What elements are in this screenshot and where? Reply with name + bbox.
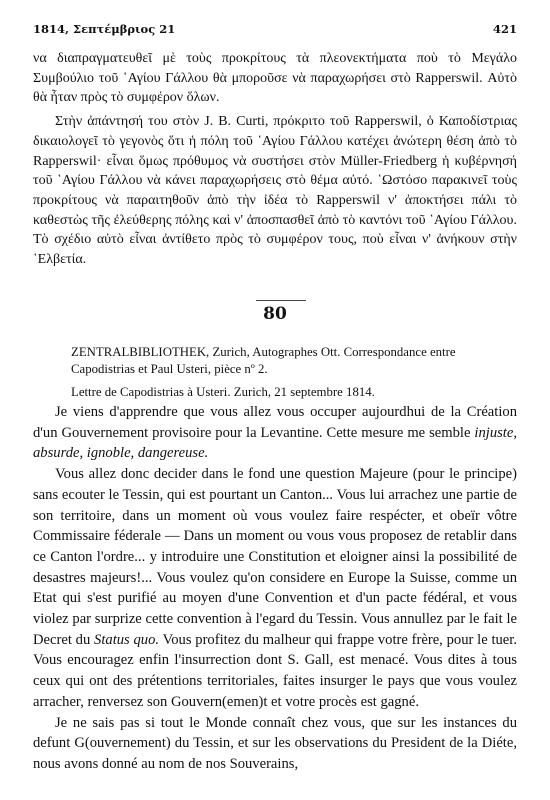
letter-paragraph-2-italic: Status quo. [94, 631, 160, 648]
source-citation [71, 344, 517, 401]
letter-paragraph-1-text: Je viens d'apprendre que vous allez vous occuper aujourdhui de la Création d'un Gouvernement provisoire pour la Levantine. Cette mesure me semble [33, 404, 517, 441]
page-number: 421 [492, 22, 517, 36]
letter-paragraph-1 [33, 402, 517, 464]
document-number: 80 [263, 304, 287, 324]
greek-paragraph-1: να διαπραγματευθεῖ μὲ τοὺς προκρίτους τὰ πλεονεκτήματα ποὺ τὸ Μεγάλο Συμβούλιο τοῦ ῾Αγίου Γάλλου θὰ μποροῦσε νὰ παραχωρήσει στὸ Rapperswil. Αὐτὸ θὰ ἦταν πρὸς τὸ συμφέρον ὅλων. [33, 51, 517, 106]
letter-paragraph-1-italic: injuste, absurde, ignoble, dangereuse. [33, 424, 517, 462]
letter-heading: Lettre de Capodistrias à Usteri. Zurich, 21 septembre 1814. [71, 385, 375, 399]
running-header [33, 22, 517, 38]
section-divider [256, 300, 306, 301]
source-archive-line: ZENTRALBIBLIOTHEK, Zurich, Autographes Ott. Correspondance entre [71, 345, 456, 359]
greek-summary [33, 49, 517, 270]
letter-paragraph-2 [33, 464, 517, 712]
source-archive-line-2: Capodistrias et Paul Usteri, pièce nº 2. [71, 362, 268, 376]
letter-body [33, 402, 517, 775]
letter-paragraph-2-text-end: Vous profitez du malheur qui frappe votre frère, pour le tuer. Vous encouragez enfin l'insurrection dont S. Gall, est menacé. Vous dites à tous ceux qui ont des prétentions territoriales, faites insurger le pays que vous voulez arracher, renversez son Gouvern(emen)t et votre procès est gagné. [33, 631, 517, 710]
letter-paragraph-2-text: Vous allez donc decider dans le fond une question Majeure (pour le principe) sans ecouter le Tessin, qui est pourtant un Canton... Vous lui arrachez une partie de son territoire, dans un moment où vous voulez faire respécter, et obeïr vôtre Commissaire féderale — Dans un moment ou vous vous proposez de retablir dans ce Canton l'ordre... y introduire une Constitution et eloigner ainsi la possibilité de desastres majeurs!... Vous voulez qu'on considere en Europe la Suisse, comme un Etat qui s'est purifié au moyen d'une Convention et d'un pacte fédéral, et vous violez par surprize cette convention à l'egard du Tessin. Vous annullez par le fait le Decret du [33, 466, 517, 648]
header-date: 1814, Σεπτέμβριος 21 [33, 22, 176, 36]
greek-paragraph-2: Στὴν ἀπάντησή του στὸν J. B. Curti, πρόκριτο τοῦ Rapperswil, ὁ Καποδίστριας δικαιολογεῖ τὸ γεγονὸς ὅτι ἡ πόλη τοῦ ῾Αγίου Γάλλου κατέχει ἀνώτερη θέση ἀπὸ τὸ Rapperswil· εἶναι ὅμως πρόθυμος νὰ συστήσει στὸν Müller-Friedberg ἡ κυβέρνησή τοῦ ῾Αγίου Γάλλου νὰ κάνει παραχωρήσεις στὸ θέμα αὐτό. ῾Ωστόσο παρακινεῖ τοὺς προκρίτους νὰ παραιτηθοῦν ἀπὸ τὴν ἰδέα τὸ Rapperswil ν' ἀποκτήσει πάλι τὸ καθεστὼς τῆς ἐλεύθερης πόλης καὶ ν' ἀποσπασθεῖ ἀπὸ τὸ καντόνι τοῦ ῾Αγίου Γάλλου. Τὸ σχέδιο αὐτὸ εἶναι ἀντίθετο πρὸς τὸ συμφέρον τους, ποὺ εἶναι ν' ἀνήκουν στὴν ῾Ελβετία. [33, 114, 517, 268]
letter-paragraph-3: Je ne sais pas si tout le Monde connaît chez vous, que sur les instances du defunt G(ouvernement) du Tessin, et sur les observations du President de la Diéte, nous avons donné au nom de nos Souverains, [33, 714, 517, 772]
